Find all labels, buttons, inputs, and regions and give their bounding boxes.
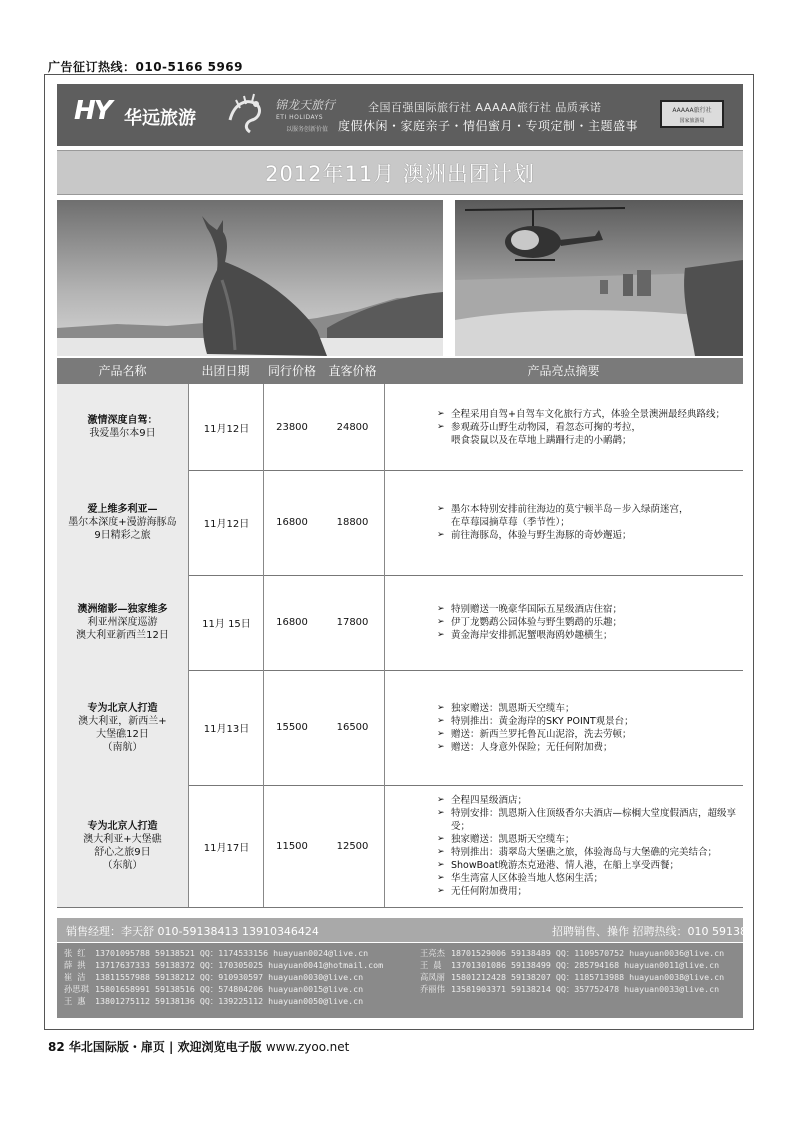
contact-tel: 59138214 (510, 984, 551, 994)
product-name-line: 专为北京人打造 (87, 702, 158, 714)
header-highlights: 产品亮点摘要 (527, 364, 600, 378)
product-name-line: 墨尔本深度+漫游海豚岛 (68, 517, 177, 528)
highlight-text: 伊丁龙鹦鹉公园体验与野生鹦鹉的乐趣； (451, 617, 623, 628)
contact-qq: QQ：1174533156 (199, 948, 269, 958)
arrow-bullet-icon: ➢ (437, 873, 445, 883)
highlight-item (437, 794, 744, 807)
product-name-line: 9日精彩之旅 (94, 530, 151, 541)
contact-row (64, 947, 388, 959)
highlight-text: 前往海豚岛，体验与野生海豚的奇妙邂逅； (451, 530, 632, 541)
product-name-line: 我爱墨尔本9日 (89, 428, 156, 439)
slogan-line-2: 度假休闲・家庭亲子・情侣蜜月・专项定制・主题盛事 (338, 119, 639, 133)
product-name-line: 澳大利亚+大堡礁 (83, 834, 162, 845)
departure-date: 11月17日 (188, 785, 264, 907)
product-name-line: 爱上维多利亚— (87, 504, 158, 515)
contact-tel: 59138499 (510, 960, 551, 970)
peer-price: 11500 (276, 840, 308, 852)
highlights-list (385, 603, 622, 642)
bottom-line (48, 1038, 349, 1055)
arrow-bullet-icon: ➢ (437, 795, 445, 805)
product-name-line: 舒心之旅9日 (94, 847, 151, 858)
table-row (57, 785, 743, 908)
arrow-bullet-icon: ➢ (437, 702, 445, 713)
header-name: 产品名称 (98, 364, 147, 378)
contacts-left (64, 947, 388, 1007)
highlight-text: 墨尔本特别安排前往海边的莫宁顿半岛－步入绿荫迷宫， (451, 504, 689, 515)
highlight-text: 独家赠送：凯恩斯天空缆车； (451, 834, 575, 845)
highlight-text: 全程四星级酒店； (451, 795, 528, 806)
contact-qq: QQ：910930597 (199, 972, 264, 982)
table-header (57, 358, 743, 384)
contact-name: 王亮杰 (420, 948, 445, 958)
highlight-text: 独家赠送：凯恩斯天空缆车； (451, 702, 575, 714)
highlights-cell (384, 670, 744, 785)
contact-tel: 59138136 (154, 996, 195, 1006)
table-row (57, 470, 743, 576)
peer-price: 16800 (276, 517, 308, 528)
arrow-bullet-icon: ➢ (437, 834, 445, 844)
partner-tag: 以服务创新价值 (286, 126, 329, 133)
highlight-text: 在草莓园摘草莓（季节性）； (451, 517, 570, 528)
contact-tel: 59138489 (510, 948, 551, 958)
contact-row (420, 971, 729, 983)
contact-name: 张 红 (64, 948, 86, 958)
product-name-line: 澳大利亚新西兰12日 (76, 630, 169, 641)
contact-name: 乔丽伟 (420, 984, 445, 994)
arrow-bullet-icon: ➢ (437, 847, 445, 857)
product-name-line: 大堡礁12日 (96, 728, 149, 740)
site-url[interactable]: www.zyoo.net (265, 1040, 350, 1054)
contact-mobile: 13801275112 (95, 996, 150, 1006)
highlight-text: 特别赠送一晚豪华国际五星级酒店住宿； (451, 604, 623, 615)
highlight-text: 华生湾富人区体验当地人悠闲生活； (451, 873, 604, 884)
departure-date: 11月12日 (188, 470, 264, 575)
highlight-item (437, 629, 622, 642)
brand-name: 华远旅游 (124, 108, 196, 129)
contact-name: 薛 拱 (64, 960, 86, 970)
direct-price: 16500 (336, 722, 369, 733)
product-name (57, 785, 188, 907)
aaaaa-badge (660, 100, 724, 128)
ad-hotline: 广告征订热线：010-5166 5969 (48, 60, 244, 74)
highlight-item (437, 859, 744, 872)
arrow-bullet-icon: ➢ (437, 728, 445, 739)
product-name (57, 670, 188, 785)
highlight-item (437, 846, 744, 859)
highlight-item (437, 872, 744, 885)
highlights-list (385, 503, 689, 542)
column-divider (384, 384, 385, 907)
contact-name: 孙思琪 (64, 984, 89, 994)
peer-price: 16800 (276, 617, 308, 628)
arrow-bullet-icon: ➢ (437, 860, 445, 870)
highlights-list (385, 702, 634, 754)
product-name-line: 澳洲缩影—独家维多 (77, 604, 168, 615)
highlight-text: 黄金海岸安排抓泥蟹喂海鸥妙趣横生； (451, 630, 613, 641)
contact-email[interactable]: huayuan0015@live.cn (268, 984, 364, 994)
kangaroo-photo (57, 200, 443, 356)
contact-email[interactable]: huayuan0011@live.cn (624, 960, 720, 970)
product-name-line: （东航） (102, 860, 143, 871)
arrow-bullet-icon: ➢ (437, 504, 445, 514)
contact-row (64, 995, 388, 1007)
highlights-cell (384, 384, 744, 470)
contact-row (64, 971, 388, 983)
departure-date: 11月13日 (188, 670, 264, 785)
arrow-bullet-icon: ➢ (437, 421, 445, 432)
contact-mobile: 15801212428 (451, 972, 506, 982)
product-name-line: （南航） (102, 741, 143, 753)
contact-mobile: 13811557988 (95, 972, 150, 982)
highlight-item (437, 702, 634, 715)
arrow-bullet-icon: ➢ (437, 630, 445, 640)
highlights-list (385, 408, 725, 447)
highlight-item (437, 728, 634, 741)
peer-price: 15500 (276, 722, 308, 733)
contact-qq: QQ：285794168 (555, 960, 620, 970)
product-name-line: 澳大利亚，新西兰+ (78, 715, 167, 727)
contacts-right (420, 947, 729, 995)
column-divider (188, 384, 189, 907)
contact-tel: 59138516 (154, 984, 195, 994)
table-row (57, 670, 743, 786)
logo-mark: HY (74, 96, 111, 126)
helicopter-coast-photo (455, 200, 743, 356)
highlight-item (437, 833, 744, 846)
highlight-text: 全程采用自驾+自驾车文化旅行方式，体验全景澳洲最经典路线； (451, 408, 725, 420)
highlights-list (385, 794, 744, 898)
highlight-text: 特别推出：黄金海岸的SKY POINT观景台； (451, 715, 634, 727)
contact-qq: QQ：1185713988 (555, 972, 625, 982)
contact-tel: 59138372 (154, 960, 195, 970)
partner-name: 锦龙天旅行 (275, 98, 336, 112)
highlight-item (437, 516, 689, 529)
peer-price: 23800 (276, 421, 308, 433)
highlight-text: 无任何附加费用； (451, 886, 528, 897)
contact-tel: 59138521 (154, 948, 195, 958)
recruit-hotline: 招聘销售、操作 招聘热线：010 59138598 (552, 925, 768, 938)
arrow-bullet-icon: ➢ (437, 886, 445, 896)
highlights-cell (384, 575, 744, 670)
product-name (57, 384, 188, 470)
contact-mobile: 13701301086 (451, 960, 506, 970)
arrow-bullet-icon: ➢ (437, 715, 445, 726)
contact-mobile: 13701095788 (95, 948, 150, 958)
page-title: 2012年11月 澳洲出团计划 (57, 150, 743, 195)
departure-date: 11月12日 (188, 384, 264, 470)
direct-price: 24800 (336, 421, 369, 433)
sales-manager: 销售经理：李天舒 010-59138413 13910346424 (66, 925, 319, 938)
highlight-item (437, 529, 689, 542)
contact-email[interactable]: huayuan0050@live.cn (268, 996, 364, 1006)
contact-email[interactable]: huayuan0033@live.cn (624, 984, 720, 994)
highlight-item (437, 421, 725, 434)
header-date: 出团日期 (201, 364, 250, 378)
contact-row (64, 983, 388, 995)
contact-name: 崔 洁 (64, 972, 86, 982)
direct-price: 17800 (336, 617, 369, 628)
highlights-cell (384, 785, 744, 907)
highlight-text: 参观疏芬山野生动物园，看忽态可掬的考拉， (451, 421, 642, 433)
highlights-cell (384, 470, 744, 575)
product-name-line: 利亚州深度巡游 (87, 617, 158, 628)
highlight-text: 喂食袋鼠以及在草地上蹒跚行走的小鸸鹋； (451, 434, 632, 446)
highlight-item (437, 885, 744, 898)
slogan-line-1: 全国百强国际旅行社 AAAAA旅行社 品质承诺 (368, 101, 602, 114)
highlight-text: 赠送：新西兰罗托鲁瓦山泥浴，洗去劳顿； (451, 728, 632, 740)
contact-name: 王 惠 (64, 996, 86, 1006)
contact-qq: QQ：357752478 (555, 984, 620, 994)
table-row (57, 384, 743, 471)
contact-qq: QQ：1109570752 (555, 948, 625, 958)
dragon-icon (222, 90, 270, 138)
product-name (57, 575, 188, 670)
highlight-text: 赠送：人身意外保险；无任何附加费； (451, 741, 613, 753)
direct-price: 18800 (336, 517, 369, 528)
contact-name: 高凤丽 (420, 972, 445, 982)
contact-email[interactable]: huayuan0030@live.cn (268, 972, 364, 982)
contact-tel: 59138212 (154, 972, 195, 982)
arrow-bullet-icon: ➢ (437, 617, 445, 627)
highlight-item (437, 616, 622, 629)
arrow-bullet-icon: ➢ (437, 741, 445, 752)
arrow-bullet-icon: ➢ (437, 604, 445, 614)
contact-mobile: 13581903371 (451, 984, 506, 994)
highlight-item (437, 503, 689, 516)
contact-mobile: 15801658991 (95, 984, 150, 994)
product-name (57, 470, 188, 575)
contact-row (420, 983, 729, 995)
highlight-text: ShowBoat晚游杰克逊港、情人港，在船上享受西餐； (451, 860, 680, 871)
contact-qq: QQ：139225112 (199, 996, 264, 1006)
badge-line-2: 国家旅游局 (679, 118, 705, 124)
contact-email[interactable]: huayuan0041@hotmail.com (268, 960, 384, 970)
contact-mobile: 13717637333 (95, 960, 150, 970)
departure-date: 11月 15日 (188, 575, 264, 670)
contact-tel: 59138207 (510, 972, 551, 982)
page-info: 82 华北国际版・扉页 | 欢迎浏览电子版 (48, 1040, 262, 1054)
table-row (57, 575, 743, 671)
arrow-bullet-icon: ➢ (437, 808, 445, 818)
contact-name: 王 晨 (420, 960, 442, 970)
product-name-line: 激情深度自驾： (87, 415, 158, 426)
highlight-item (437, 434, 725, 447)
highlight-item (437, 807, 744, 833)
product-name-line: 专为北京人打造 (87, 821, 158, 832)
contact-row (420, 947, 729, 959)
contact-email[interactable]: huayuan0038@live.cn (629, 972, 725, 982)
direct-price: 12500 (336, 840, 369, 852)
partner-sub: ETI HOLIDAYS (276, 114, 324, 121)
contact-row (420, 959, 729, 971)
highlight-item (437, 603, 622, 616)
badge-line-1: AAAAA旅行社 (672, 107, 712, 114)
highlight-item (437, 741, 634, 754)
header-peer-price: 同行价格 (267, 364, 316, 378)
contact-row (64, 959, 388, 971)
highlight-text: 特别推出：翡翠岛大堡礁之旅，体验海岛与大堡礁的完美结合； (451, 847, 718, 858)
contact-email[interactable]: huayuan0024@live.cn (273, 948, 369, 958)
contact-email[interactable]: huayuan0036@live.cn (629, 948, 725, 958)
contact-qq: QQ：574804206 (199, 984, 264, 994)
contact-qq: QQ：170305025 (199, 960, 264, 970)
contact-mobile: 18701529006 (451, 948, 506, 958)
highlight-item (437, 408, 725, 421)
header-direct-price: 直客价格 (328, 364, 377, 378)
column-divider (263, 384, 264, 907)
highlight-text: 特别安排：凯恩斯入住顶级香尔夫酒店—棕榈大堂度假酒店，超级享受； (451, 808, 737, 832)
highlight-item (437, 715, 634, 728)
arrow-bullet-icon: ➢ (437, 530, 445, 540)
arrow-bullet-icon: ➢ (437, 408, 445, 419)
